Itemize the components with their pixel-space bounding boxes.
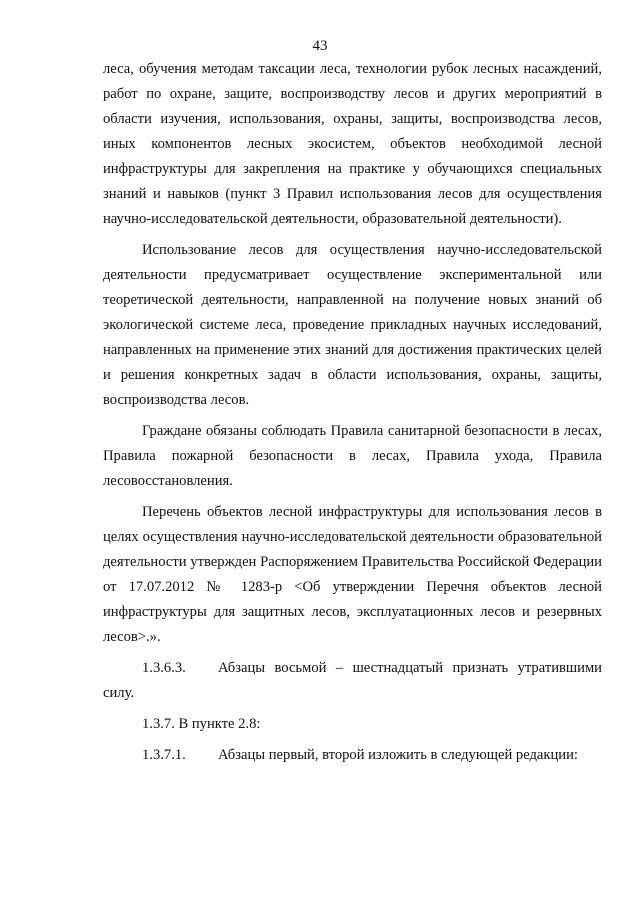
- clause-text: Абзацы восьмой – шестнадцатый признать утратившими силу.: [103, 660, 602, 701]
- clause-1-3-7: 1.3.7. В пункте 2.8:: [142, 716, 261, 732]
- clause-number: 1.3.6.3.: [142, 660, 186, 676]
- page-number: 43: [312, 38, 328, 54]
- paragraph-research-use: Использование лесов для осуществления научно-исследовательской деятельности предусматривает осуществление экспериментальной или теоретической деятельности, направленной на получение новых знаний об экологической системе леса, проведение прикладных научных исследований, направленных на применение этих знаний для достижения практических целей и решения конкретных задач в области использования, охраны, защиты, воспроизводства лесов.: [103, 242, 602, 408]
- clause-number: 1.3.7.1.: [142, 747, 186, 763]
- clause-text: Абзацы первый, второй изложить в следующей редакции:: [218, 747, 578, 763]
- paragraph-citizens-obligations: Граждане обязаны соблюдать Правила санитарной безопасности в лесах, Правила пожарной безопасности в лесах, Правила ухода, Правила лесовосстановления.: [103, 423, 602, 489]
- clause-1-3-6-3: [103, 656, 602, 706]
- clause-1-3-7-1: [103, 743, 602, 768]
- document-body: [103, 57, 602, 768]
- paragraph-continuation: леса, обучения методам таксации леса, технологии рубок лесных насаждений, работ по охране, защите, воспроизводству лесов и других мероприятий в области изучения, использования, охраны, защиты, воспроизводства лесов, иных компонентов лесных экосистем, объектов необходимой лесной инфраструктуры для закрепления на практике у обучающихся специальных знаний и навыков (пункт 3 Правил использования лесов для осуществления научно-исследовательской деятельности, образовательной деятельности).: [103, 61, 602, 227]
- paragraph-infrastructure-list: Перечень объектов лесной инфраструктуры для использования лесов в целях осуществления научно-исследовательской деятельности образовательной деятельности утвержден Распоряжением Правительства Российской Федерации от 17.07.2012 № 1283-р <Об утверждении Перечня объектов лесной инфраструктуры для защитных лесов, эксплуатационных лесов и резервных лесов>.».: [103, 504, 602, 645]
